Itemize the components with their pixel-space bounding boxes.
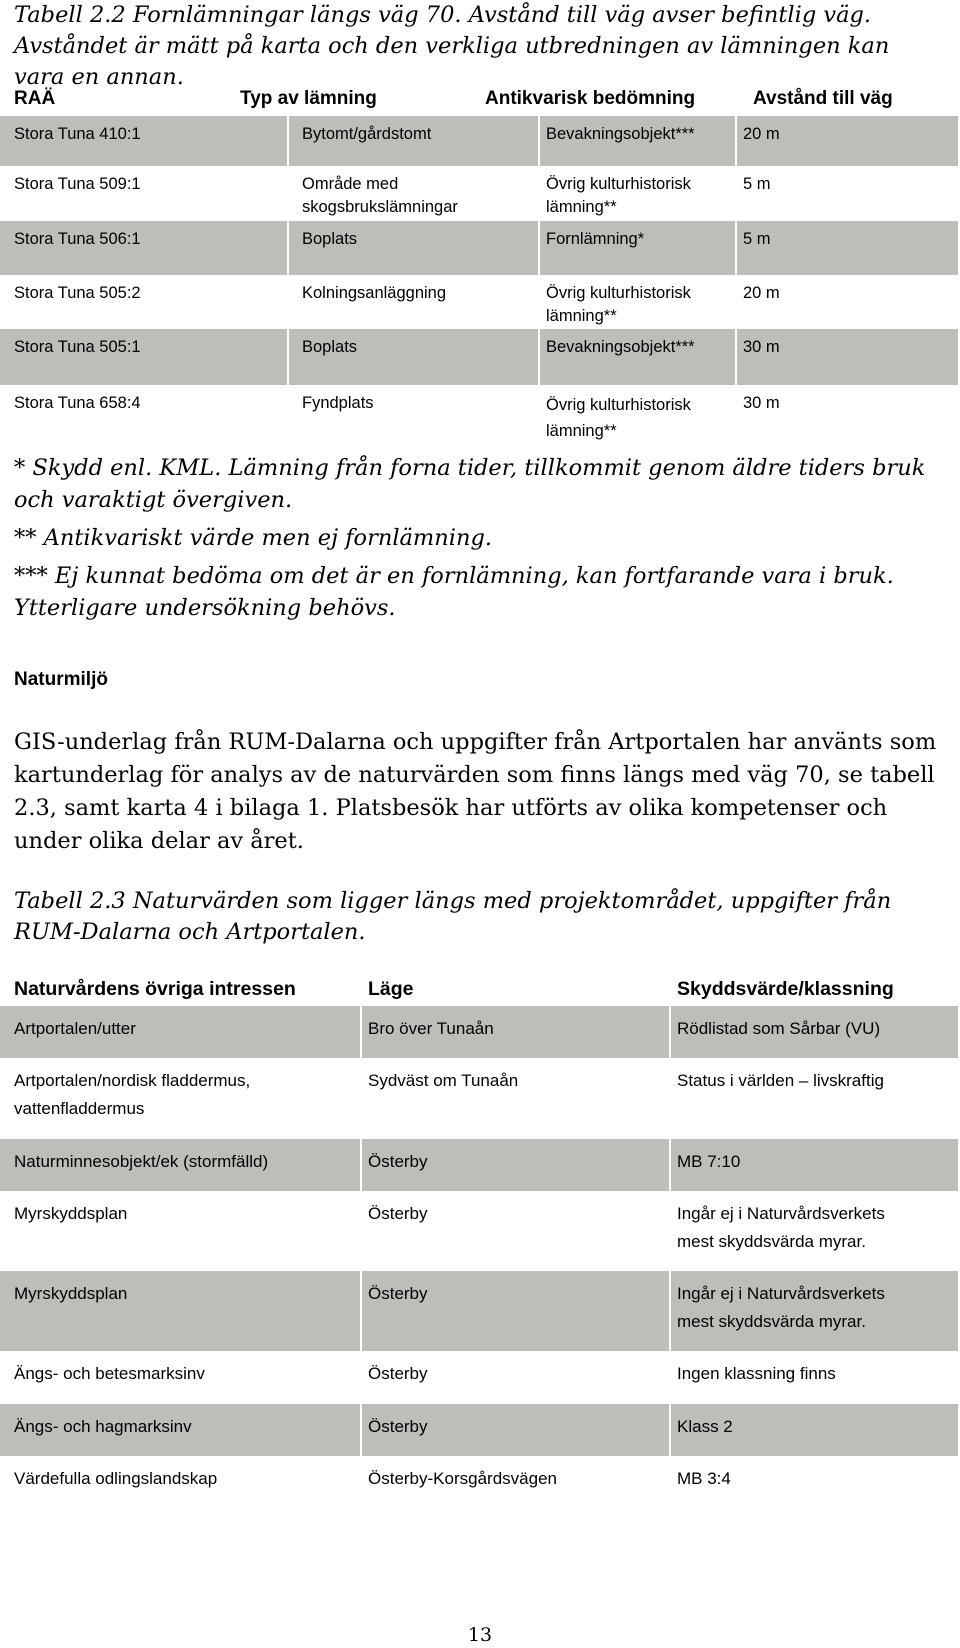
table-cell: 20 m <box>743 125 780 143</box>
table-row <box>0 275 958 329</box>
section-heading: Naturmiljö <box>14 669 108 690</box>
column-header: Antikvarisk bedömning <box>485 88 696 109</box>
fornlamningar-table <box>0 80 960 443</box>
table-cell: Boplats <box>302 230 358 248</box>
table-cell: 30 m <box>743 338 780 356</box>
table-cell: Ängs- och betesmarksinv <box>14 1364 205 1383</box>
table-caption: Tabell 2.2 Fornlämningar längs väg 70. Avstånd till väg avser befintlig väg. Avståndet är mätt på karta och den verkliga utbredningen av lämningen kan vara en annan. <box>14 2 890 90</box>
page-number: 13 <box>467 1624 493 1646</box>
table-cell: MB 7:10 <box>677 1152 741 1171</box>
footnote: * Skydd enl. KML. Lämning från forna tider, tillkommit genom äldre tiders bruk och varaktigt övergiven. <box>14 455 926 513</box>
table-cell: Fyndplats <box>302 394 374 412</box>
table-cell: Naturminnesobjekt/ek (stormfälld) <box>14 1152 269 1171</box>
table-caption: Tabell 2.3 Naturvärden som ligger längs med projektområdet, uppgifter från RUM-Dalarna och Artportalen. <box>14 888 892 945</box>
table-cell: Österby <box>368 1417 428 1436</box>
table-cell: Fornlämning* <box>546 230 645 248</box>
table-row <box>0 1139 958 1191</box>
table-row <box>0 1351 958 1404</box>
table-row <box>0 1404 958 1456</box>
table-row <box>0 1006 958 1058</box>
column-header: Typ av lämning <box>240 88 377 109</box>
table-cell: Klass 2 <box>677 1417 733 1436</box>
table-cell: Bytomt/gårdstomt <box>302 125 432 143</box>
table-cell: Stora Tuna 506:1 <box>14 230 141 248</box>
table-cell: Bevakningsobjekt*** <box>546 338 695 356</box>
table-cell: Ingår ej i Naturvårdsverkets mest skyddsvärda myrar. <box>677 1204 885 1251</box>
table-header-row <box>0 970 960 1006</box>
naturvarden-table <box>0 970 960 1506</box>
table-row <box>0 166 958 221</box>
table-cell: Österby-Korsgårdsvägen <box>368 1469 557 1488</box>
table-cell: 20 m <box>743 284 780 302</box>
table-cell: Ingår ej i Naturvårdsverkets mest skyddsvärda myrar. <box>677 1284 885 1331</box>
table-cell: Österby <box>368 1152 428 1171</box>
table-cell: Status i världen – livskraftig <box>677 1071 884 1090</box>
table-cell: Sydväst om Tunaån <box>368 1071 519 1090</box>
table-cell: Artportalen/nordisk fladdermus, vattenfladdermus <box>14 1071 251 1118</box>
table-cell: Värdefulla odlingslandskap <box>14 1469 218 1488</box>
table-cell: Område med skogsbrukslämningar <box>302 175 458 216</box>
footnotes <box>14 452 944 630</box>
table-cell: Övrig kulturhistorisk lämning** <box>546 284 691 325</box>
table-row <box>0 221 958 275</box>
column-header: Avstånd till väg <box>753 88 893 109</box>
table-cell: Stora Tuna 410:1 <box>14 125 141 143</box>
table-row <box>0 1456 958 1506</box>
table-row <box>0 385 958 443</box>
table-cell: Stora Tuna 505:2 <box>14 284 141 302</box>
table-row <box>0 1191 958 1271</box>
table-cell: Kolningsanläggning <box>302 284 447 302</box>
table-cell: 5 m <box>743 230 771 248</box>
table-cell: Ängs- och hagmarksinv <box>14 1417 192 1436</box>
table-row <box>0 1058 958 1139</box>
column-header: Naturvårdens övriga intressen <box>14 978 296 1000</box>
table-cell: Stora Tuna 658:4 <box>14 394 141 412</box>
table-cell: Rödlistad som Sårbar (VU) <box>677 1019 881 1038</box>
table-row <box>0 329 958 385</box>
table-cell: Bro över Tunaån <box>368 1019 494 1038</box>
body-paragraph: GIS-underlag från RUM-Dalarna och uppgifter från Artportalen har använts som kartunderlag för analys av de naturvärden som finns längs med väg 70, se tabell 2.3, samt karta 4 i bilaga 1. Platsbesök har utförts av olika kompetenser och under olika delar av året. <box>14 729 937 854</box>
table-cell: Övrig kulturhistorisk lämning** <box>546 175 691 216</box>
table-cell: Bevakningsobjekt*** <box>546 125 695 143</box>
table-cell: Ingen klassning finns <box>677 1364 836 1383</box>
column-header: Läge <box>368 978 414 1000</box>
table-cell: Myrskyddsplan <box>14 1284 128 1303</box>
footnote: *** Ej kunnat bedöma om det är en fornlämning, kan fortfarande vara i bruk. Ytterligare undersökning behövs. <box>14 563 894 621</box>
table-cell: Artportalen/utter <box>14 1019 136 1038</box>
table-cell: MB 3:4 <box>677 1469 731 1488</box>
table-row <box>0 116 958 166</box>
table-cell: Boplats <box>302 338 358 356</box>
column-header: RAÄ <box>14 88 56 109</box>
table-cell: 30 m <box>743 394 780 412</box>
table-cell: Österby <box>368 1284 428 1303</box>
table-cell: Stora Tuna 509:1 <box>14 175 141 193</box>
table-cell: Österby <box>368 1364 428 1383</box>
table-header-row <box>0 80 960 116</box>
table-cell: 5 m <box>743 175 771 193</box>
table-cell: Stora Tuna 505:1 <box>14 338 141 356</box>
table-cell: Myrskyddsplan <box>14 1204 128 1223</box>
column-header: Skyddsvärde/klassning <box>677 978 894 1000</box>
table-cell: Österby <box>368 1204 428 1223</box>
table-cell: Övrig kulturhistorisk lämning** <box>546 396 691 440</box>
table-row <box>0 1271 958 1351</box>
footnote: ** Antikvariskt värde men ej fornlämning. <box>14 525 493 551</box>
